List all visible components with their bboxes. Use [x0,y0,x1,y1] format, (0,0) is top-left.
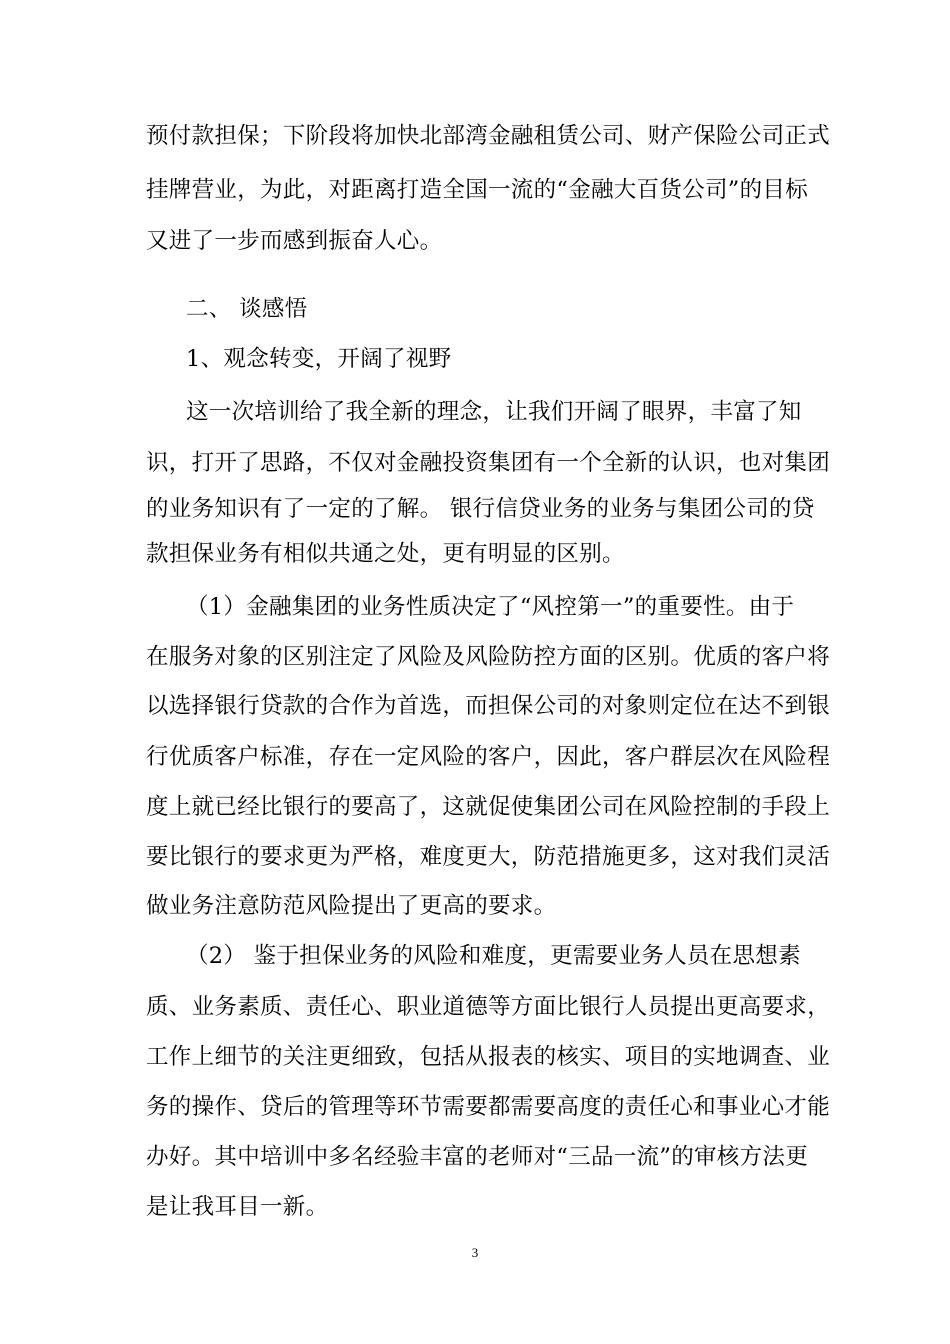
paragraph-line: 度上就已经比银行的要高了，这就促使集团公司在风险控制的手段上 [146,794,831,820]
paragraph-line: 务的操作、贷后的管理等环节需要都需要高度的责任心和事业心才能 [146,1094,831,1120]
paragraph-line: 款担保业务有相似共通之处，更有明显的区别。 [146,541,625,567]
section-heading: 二、 谈感悟 [186,296,308,322]
paragraph-line: 在服务对象的区别注定了风险及风险防控方面的区别。优质的客户将 [146,644,831,670]
paragraph-line: （1）金融集团的业务性质决定了“风控第一”的重要性。由于 [186,594,795,620]
paragraph-line: 这一次培训给了我全新的理念，让我们开阔了眼界，丰富了知 [186,399,802,425]
paragraph-line: 预付款担保；下阶段将加快北部湾金融租赁公司、财产保险公司正式 [146,123,831,149]
paragraph-line: 做业务注意防范风险提出了更高的要求。 [146,893,557,919]
paragraph-line: （2） 鉴于担保业务的风险和难度，更需要业务人员在思想素 [186,943,801,969]
paragraph-line: 的业务知识有了一定的了解。 银行信贷业务的业务与集团公司的贷 [146,496,815,522]
subsection-heading: 1、观念转变，开阔了视野 [186,346,452,372]
paragraph-line: 办好。其中培训中多名经验丰富的老师对“三品一流”的审核方法更 [146,1144,809,1170]
paragraph-line: 要比银行的要求更为严格，难度更大，防范措施更多，这对我们灵活 [146,844,831,870]
paragraph-line: 工作上细节的关注更细致，包括从报表的核实、项目的实地调查、业 [146,1044,831,1070]
paragraph-line: 又进了一步而感到振奋人心。 [146,228,443,254]
paragraph-line: 识，打开了思路，不仅对金融投资集团有一个全新的认识，也对集团 [146,450,831,476]
paragraph-line: 是让我耳目一新。 [146,1194,329,1220]
page-number: 3 [471,1245,479,1260]
paragraph-line: 质、业务素质、责任心、职业道德等方面比银行人员提出更高要求， [146,994,831,1020]
paragraph-line: 行优质客户标准，存在一定风险的客户，因此，客户群层次在风险程 [146,744,831,770]
paragraph-line: 以选择银行贷款的合作为首选，而担保公司的对象则定位在达不到银 [146,693,831,719]
paragraph-line: 挂牌营业，为此，对距离打造全国一流的“金融大百货公司”的目标 [146,177,809,203]
